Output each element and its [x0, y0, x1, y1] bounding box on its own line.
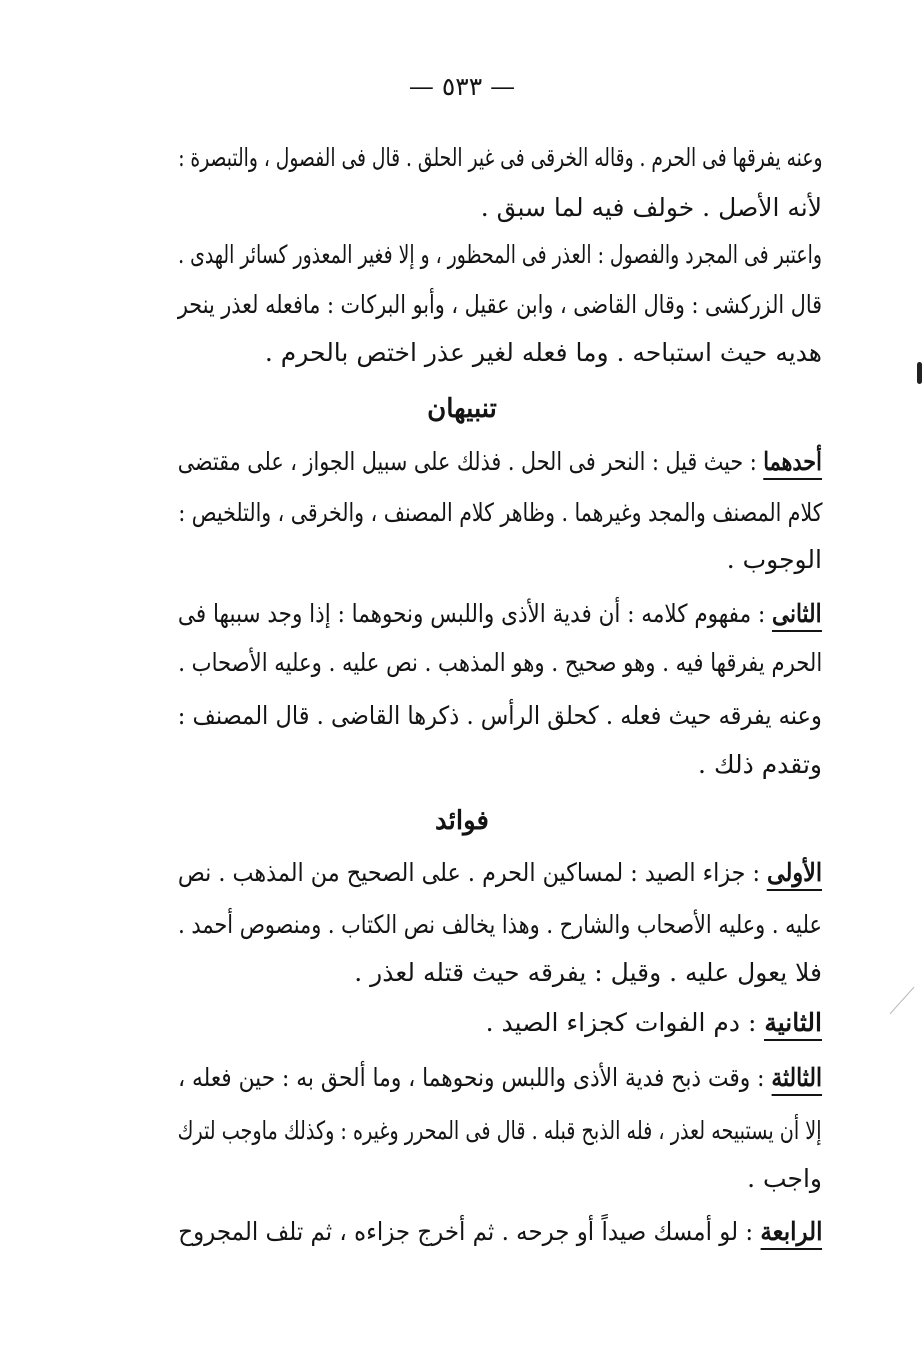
paragraph-first-line — [486, 1008, 822, 1038]
paragraph-lead-word: الأولى — [767, 858, 822, 891]
paragraph-lead-text: : حيث قيل : النحر فى الحل . فذلك على سبيل الجواز ، على مقتضى — [177, 447, 764, 476]
paragraph-lead-text: : وقت ذبح فدية الأذى واللبس ونحوهما ، وما ألحق به : حين فعله ، — [178, 1063, 772, 1092]
text-line: لأنه الأصل . خولف فيه لما سبق . — [480, 193, 822, 222]
paragraph-lead-text: : لو أمسك صيداً أو جرحه . ثم أخرج جزاءه ، ثم تلف المجروح — [177, 1217, 760, 1246]
text-line: الوجوب . — [726, 545, 822, 574]
section-heading-tanbihan: تنبيهان — [427, 394, 497, 424]
text-line: هديه حيث استباحه . وما فعله لغير عذر اختص بالحرم . — [264, 338, 822, 367]
text-line: قال الزركشى : وقال القاضى ، وابن عقيل ، وأبو البركات : مافعله لعذر ينحر — [177, 290, 822, 319]
paragraph-lead-word: الثانى — [772, 599, 822, 632]
paragraph-first-line — [178, 599, 822, 629]
text-line: فلا يعول عليه . وقيل : يفرقه حيث قتله لعذر . — [354, 958, 822, 987]
paragraph-lead-word: الرابعة — [760, 1217, 822, 1250]
paragraph-lead-text: : جزاء الصيد : لمساكين الحرم . على الصحيح من المذهب . نص — [177, 858, 767, 887]
scan-edge-mark — [917, 362, 922, 384]
paragraph-lead-text: : مفهوم كلامه : أن فدية الأذى واللبس ونحوهما : إذا وجد سببها فى — [178, 599, 773, 628]
paragraph-first-line — [178, 1063, 822, 1093]
text-line: عليه . وعليه الأصحاب والشارح . وهذا يخالف نص الكتاب . ومنصوص أحمد . — [178, 910, 822, 939]
section-heading-fawaid: فوائد — [435, 806, 489, 836]
paragraph-lead-word: أحدهما — [763, 447, 822, 480]
text-line: كلام المصنف والمجد وغيرهما . وظاهر كلام المصنف ، والخرقى ، والتلخيص : — [177, 498, 822, 527]
paragraph-lead-word: الثالثة — [771, 1063, 822, 1096]
text-line: وتقدم ذلك . — [698, 750, 822, 779]
paragraph-lead-word: الثانية — [764, 1008, 822, 1041]
text-line: واجب . — [747, 1164, 822, 1193]
paragraph-first-line — [178, 447, 822, 477]
text-line: وعنه يفرقها فى الحرم . وقاله الخرقى فى غير الحلق . قال فى الفصول ، والتبصرة : — [177, 143, 822, 172]
page-number: — ٥٣٣ — — [408, 72, 516, 101]
text-line: وعنه يفرقه حيث فعله . كحلق الرأس . ذكرها القاضى . قال المصنف : — [177, 701, 822, 730]
paragraph-lead-text: : دم الفوات كجزاء الصيد . — [485, 1008, 765, 1037]
paragraph-first-line — [178, 1217, 822, 1247]
paragraph-first-line — [178, 858, 822, 888]
scan-scratch-mark — [890, 987, 915, 1014]
text-line: إلا أن يستبيحه لعذر ، فله الذبح قبله . قال فى المحرر وغيره : وكذلك ماوجب لترك — [178, 1116, 822, 1145]
text-line: الحرم يفرقها فيه . وهو صحيح . وهو المذهب . نص عليه . وعليه الأصحاب . — [178, 648, 822, 677]
text-line: واعتبر فى المجرد والفصول : العذر فى المحظور ، و إلا فغير المعذور كسائر الهدى . — [178, 240, 822, 269]
